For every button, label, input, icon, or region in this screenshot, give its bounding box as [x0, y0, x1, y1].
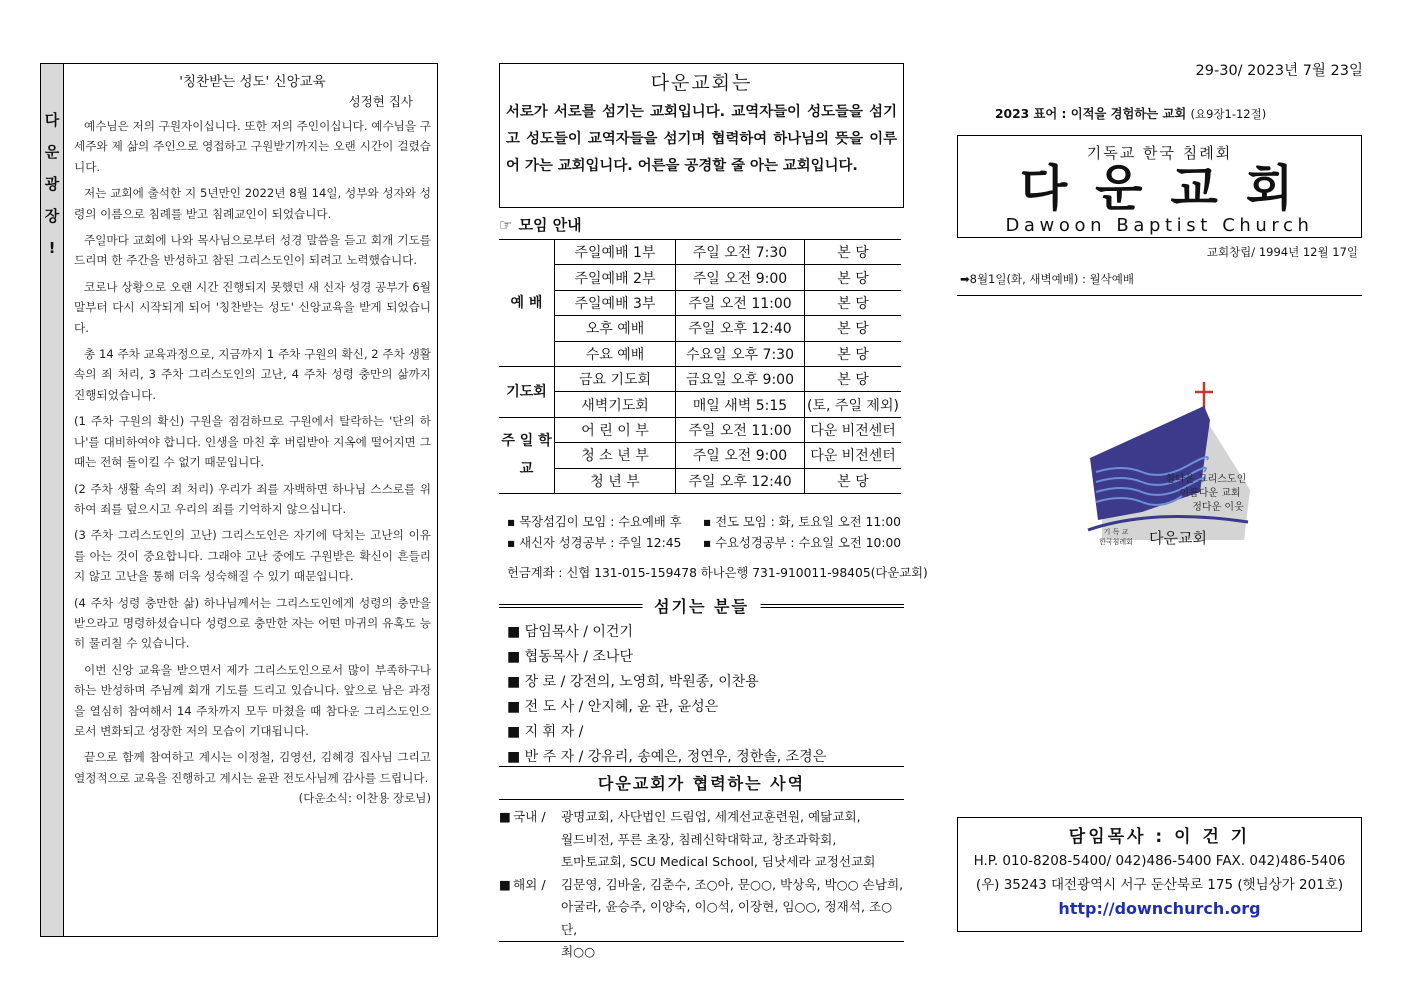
divider — [957, 295, 1362, 296]
table-row — [499, 366, 901, 391]
year-motto — [995, 104, 1266, 122]
logo-motto-line: 이름다운 교회 — [1179, 488, 1241, 499]
group-label: 예 배 — [499, 240, 555, 367]
article-paragraph: 총 14 주차 교육과정으로, 지금까지 1 주차 구원의 확신, 2 주차 생활속의 죄 처리, 3 주차 그리스도인의 고난, 4 주차 성령 충만의 삶까지 진행되었습니다. — [74, 347, 431, 402]
article-paragraph: 이번 신앙 교육을 받으면서 제가 그리스도인으로서 많이 부족하구나 하는 반성하며 주님께 회개 기도를 드리고 있습니다. 앞으로 남은 과정을 열심히 참여해서 14 주차까지 모두 마쳤을 때 참다운 그리스도인으로서 변화되고 성장한 저의 모습이 기대됩니다. — [74, 662, 431, 738]
note-row — [507, 533, 902, 554]
issue-date: 29-30/ 2023년 7월 23일 — [1195, 63, 1363, 79]
logo-org-name: 다운교회 — [1149, 529, 1207, 547]
meeting-time: 주일 오후 12:40 — [676, 468, 805, 493]
list-item: ■ 담임목사 / 이건기 — [507, 624, 633, 640]
note-item: ▪ 수요성경공부 : 수요일 오전 10:00 — [703, 536, 902, 550]
side-title-char: ! — [48, 239, 56, 257]
table-row — [499, 443, 901, 468]
ministry-label: 국내 / — [513, 809, 546, 824]
meeting-time: 주일 오후 12:40 — [676, 316, 805, 341]
side-bar — [41, 64, 64, 936]
meeting-time: 매일 새벽 5:15 — [676, 392, 805, 417]
ministry-line: 김문영, 김바울, 김춘수, 조○아, 문○○, 박상욱, 박○○ 손남희, — [561, 876, 904, 892]
article-signature: (다운소식: 이찬용 장로님) — [298, 791, 431, 806]
testimony-panel — [40, 63, 438, 937]
list-item: ■ 장 로 / 강전의, 노영희, 박원종, 이찬용 — [507, 674, 759, 690]
meeting-time: 수요일 오후 7:30 — [676, 341, 805, 366]
meeting-place: 다운 비전센터 — [805, 443, 902, 468]
divider — [499, 766, 904, 767]
logo-org-small: 한국침례회 — [1099, 538, 1133, 546]
meeting-time: 주일 오전 9:00 — [676, 265, 805, 290]
meeting-time: 주일 오전 11:00 — [676, 290, 805, 315]
ministry-text — [561, 806, 904, 874]
servants-list — [507, 620, 826, 770]
meeting-place: 본 당 — [805, 468, 902, 493]
article-author: 성정현 집사 — [348, 94, 413, 109]
note-item: ▪ 목장섬김이 모임 : 수요예배 후 — [507, 515, 682, 529]
meeting-name: 어 린 이 부 — [555, 417, 676, 442]
article-paragraph: (4 주차 성령 충만한 삶) 하나님께서는 그리스도인에게 성령의 충만을 받으라고 명령하셨습니다 성령으로 충만한 자는 어떤 마귀의 유혹도 능히 물리칠 수 있습니다. — [74, 595, 431, 651]
article-paragraph: 예수님은 저의 구원자이십니다. 또한 저의 주인이십니다. 예수님을 구세주와 제 삶의 주인으로 영접하고 구원받기까지는 오랜 시간이 걸렸습니다. — [74, 119, 431, 174]
meeting-name: 수요 예배 — [555, 341, 676, 366]
ministry-list — [499, 806, 904, 964]
meeting-name: 오후 예배 — [555, 316, 676, 341]
article-paragraph: (2 주차 생활 속의 죄 처리) 우리가 죄를 자백하면 하나님 스스로를 위하여 죄를 덮으시고 우리의 죄를 기억하지 않으십니다. — [74, 481, 431, 516]
meeting-name: 청 소 년 부 — [555, 443, 676, 468]
list-item: ■ 반 주 자 / 강유리, 송예은, 정연우, 정한솔, 조경은 — [507, 749, 827, 765]
note-item: ▪ 전도 모임 : 화, 토요일 오전 11:00 — [703, 515, 901, 529]
divider — [499, 941, 904, 942]
servants-header — [499, 594, 904, 616]
article-paragraph: 코로나 상황으로 오랜 시간 진행되지 못했던 새 신자 성경 공부가 6월 말부터 다시 시작되게 되어 '칭찬받는 성도' 신앙교육을 받게 되었습니다. — [74, 279, 431, 335]
list-item: ■ 전 도 사 / 안지혜, 윤 관, 윤성은 — [507, 699, 719, 715]
list-item: ■ 협동목사 / 조나단 — [507, 649, 633, 665]
group-label: 기도회 — [499, 366, 555, 417]
pointing-hand-icon: ☞ — [499, 216, 513, 234]
mission-title: 다운교회는 — [650, 72, 753, 94]
announcement: ➡8월1일(화, 새벽예배) : 월삭예배 — [960, 272, 1134, 286]
meeting-name: 주일예배 2부 — [555, 265, 676, 290]
meeting-place: 본 당 — [805, 240, 902, 265]
offering-account: 헌금계좌 : 신협 131-015-159478 하나은행 731-910011-98405(다운교회) — [507, 566, 928, 580]
meeting-time: 주일 오전 11:00 — [676, 417, 805, 442]
meeting-header-label: 모임 안내 — [518, 216, 582, 234]
church-name: 다운교회 — [1019, 160, 1322, 217]
bullet: ■ — [499, 876, 511, 892]
article-paragraph: (3 주차 그리스도인의 고난) 그리스도인은 자기에 닥치는 고난의 이유를 아는 것이 중요합니다. 그래야 고난 중에도 구원받은 확신이 흔들리지 않고 고난을 통해 더욱 성숙해질 수 있기 때문입니다. — [74, 528, 431, 584]
article-paragraph: 저는 교회에 출석한 지 5년만인 2022년 8월 14일, 성부와 성자와 성령의 이름으로 침례를 받고 침례교인이 되었습니다. — [74, 186, 431, 221]
list-item — [499, 874, 904, 964]
church-address: (우) 35243 대전광역시 서구 둔산북로 175 (햇님상가 201호) — [975, 877, 1344, 893]
note-row — [507, 512, 902, 533]
table-row — [499, 316, 901, 341]
meeting-time: 주일 오전 7:30 — [676, 240, 805, 265]
meeting-name: 주일예배 3부 — [555, 290, 676, 315]
meeting-place: 다운 비전센터 — [805, 417, 902, 442]
logo-motto-line: 참다운 그리스도인 — [1165, 474, 1247, 485]
logo-motto-line: 정다운 이웃 — [1192, 502, 1244, 513]
meeting-schedule-table — [499, 239, 901, 494]
table-row — [499, 392, 901, 417]
group-label: 주 일 학 교 — [499, 417, 555, 493]
note-item: ▪ 새신자 성경공부 : 주일 12:45 — [507, 536, 682, 550]
church-title-box — [957, 135, 1362, 238]
founded-date: 교회창립/ 1994년 12월 17일 — [1206, 245, 1358, 259]
table-row — [499, 468, 901, 493]
list-item: ■ 지 휘 자 / — [507, 724, 584, 740]
meeting-notes — [507, 512, 902, 554]
side-title-char: 장 — [44, 207, 60, 225]
table-row — [499, 240, 901, 265]
pastor-title: 담임목사 : 이 건 기 — [1068, 827, 1251, 847]
ministry-line: 광명교회, 사단법인 드림업, 세계선교훈련원, 예닮교회, — [561, 809, 861, 824]
meeting-place: 본 당 — [805, 265, 902, 290]
mission-text: 서로가 서로를 섬기는 교회입니다. 교역자들이 성도들을 섬기고 성도들이 교역자들을 섬기며 협력하여 하나님의 뜻을 이루어 가는 교회입니다. 어른을 공경할 줄 아는 교회입니다. — [506, 104, 897, 174]
bullet: ■ — [499, 809, 511, 824]
motto-reference: (요9장1-12절) — [1190, 107, 1267, 121]
meeting-name: 청 년 부 — [555, 468, 676, 493]
table-row — [499, 290, 901, 315]
meeting-place: 본 당 — [805, 341, 902, 366]
pastor-phone: H.P. 010-8208-5400/ 042)486-5400 FAX. 042)486-5406 — [973, 853, 1346, 869]
side-title-char: 다 — [44, 111, 60, 129]
article-paragraph-text: 끝으로 함께 참여하고 계시는 이정철, 김영선, 김혜경 집사님 그리고 열정적으로 교육을 진행하고 계시는 윤관 전도사님께 감사를 드립니다. — [74, 750, 431, 785]
church-english-name: Dawoon Baptist Church — [1005, 215, 1314, 236]
mission-box — [499, 63, 904, 208]
ministry-line: 토마토교회, SCU Medical School, 딤낫세라 교정선교회 — [561, 854, 876, 869]
meeting-time: 주일 오전 9:00 — [676, 443, 805, 468]
meeting-place: 본 당 — [805, 290, 902, 315]
pastor-contact-box — [957, 817, 1362, 932]
ministry-line: 아굴라, 윤승주, 이양숙, 이○석, 이장현, 임○○, 정재석, 조○단, — [561, 899, 893, 937]
article-paragraph: 주일마다 교회에 나와 목사님으로부터 성경 말씀을 듣고 회개 기도를 드리며 한 주간을 반성하고 참된 그리스도인이 되려고 노력했습니다. — [74, 233, 431, 268]
denomination: 기독교 한국 침례회 — [1086, 144, 1233, 162]
church-logo — [1082, 380, 1252, 576]
table-row — [499, 417, 901, 442]
ministry-line: 최○○ — [561, 944, 596, 959]
table-row — [499, 265, 901, 290]
article-title: '칭찬받는 성도' 신앙교육 — [179, 74, 326, 90]
ministry-label: 해외 / — [513, 876, 546, 892]
ministry-header: 다운교회가 협력하는 사역 — [499, 769, 904, 800]
table-row — [499, 341, 901, 366]
ministry-line: 월드비전, 푸른 초장, 침례신학대학교, 창조과학회, — [561, 831, 837, 847]
logo-org-small: 기 독 교 — [1103, 528, 1129, 536]
meeting-name: 금요 기도회 — [555, 366, 676, 391]
meeting-name: 새벽기도회 — [555, 392, 676, 417]
article-paragraph: (1 주차 구원의 확신) 구원을 점검하므로 구원에서 탈락하는 '단의 하나'를 대비하여야 합니다. 인생을 마친 후 버림받아 지옥에 떨어지면 그때는 전혀 돌이킬 수 없기 때문입니다. — [74, 414, 431, 470]
side-title-char: 광 — [44, 175, 60, 193]
article — [64, 64, 437, 936]
meeting-place: (토, 주일 제외) — [805, 392, 902, 417]
servants-header-label: 섬기는 분들 — [642, 594, 761, 617]
meeting-header — [499, 214, 582, 235]
motto-text: 2023 표어 : 이적을 경험하는 교회 — [995, 107, 1187, 121]
ministry-text — [561, 874, 904, 964]
meeting-place: 본 당 — [805, 366, 902, 391]
side-title — [41, 104, 63, 264]
list-item — [499, 806, 904, 874]
article-paragraph — [74, 747, 431, 806]
meeting-place: 본 당 — [805, 316, 902, 341]
meeting-name: 주일예배 1부 — [555, 240, 676, 265]
side-title-char: 운 — [44, 143, 60, 161]
website-link[interactable]: http://downchurch.org — [1058, 899, 1261, 918]
meeting-time: 금요일 오후 9:00 — [676, 366, 805, 391]
